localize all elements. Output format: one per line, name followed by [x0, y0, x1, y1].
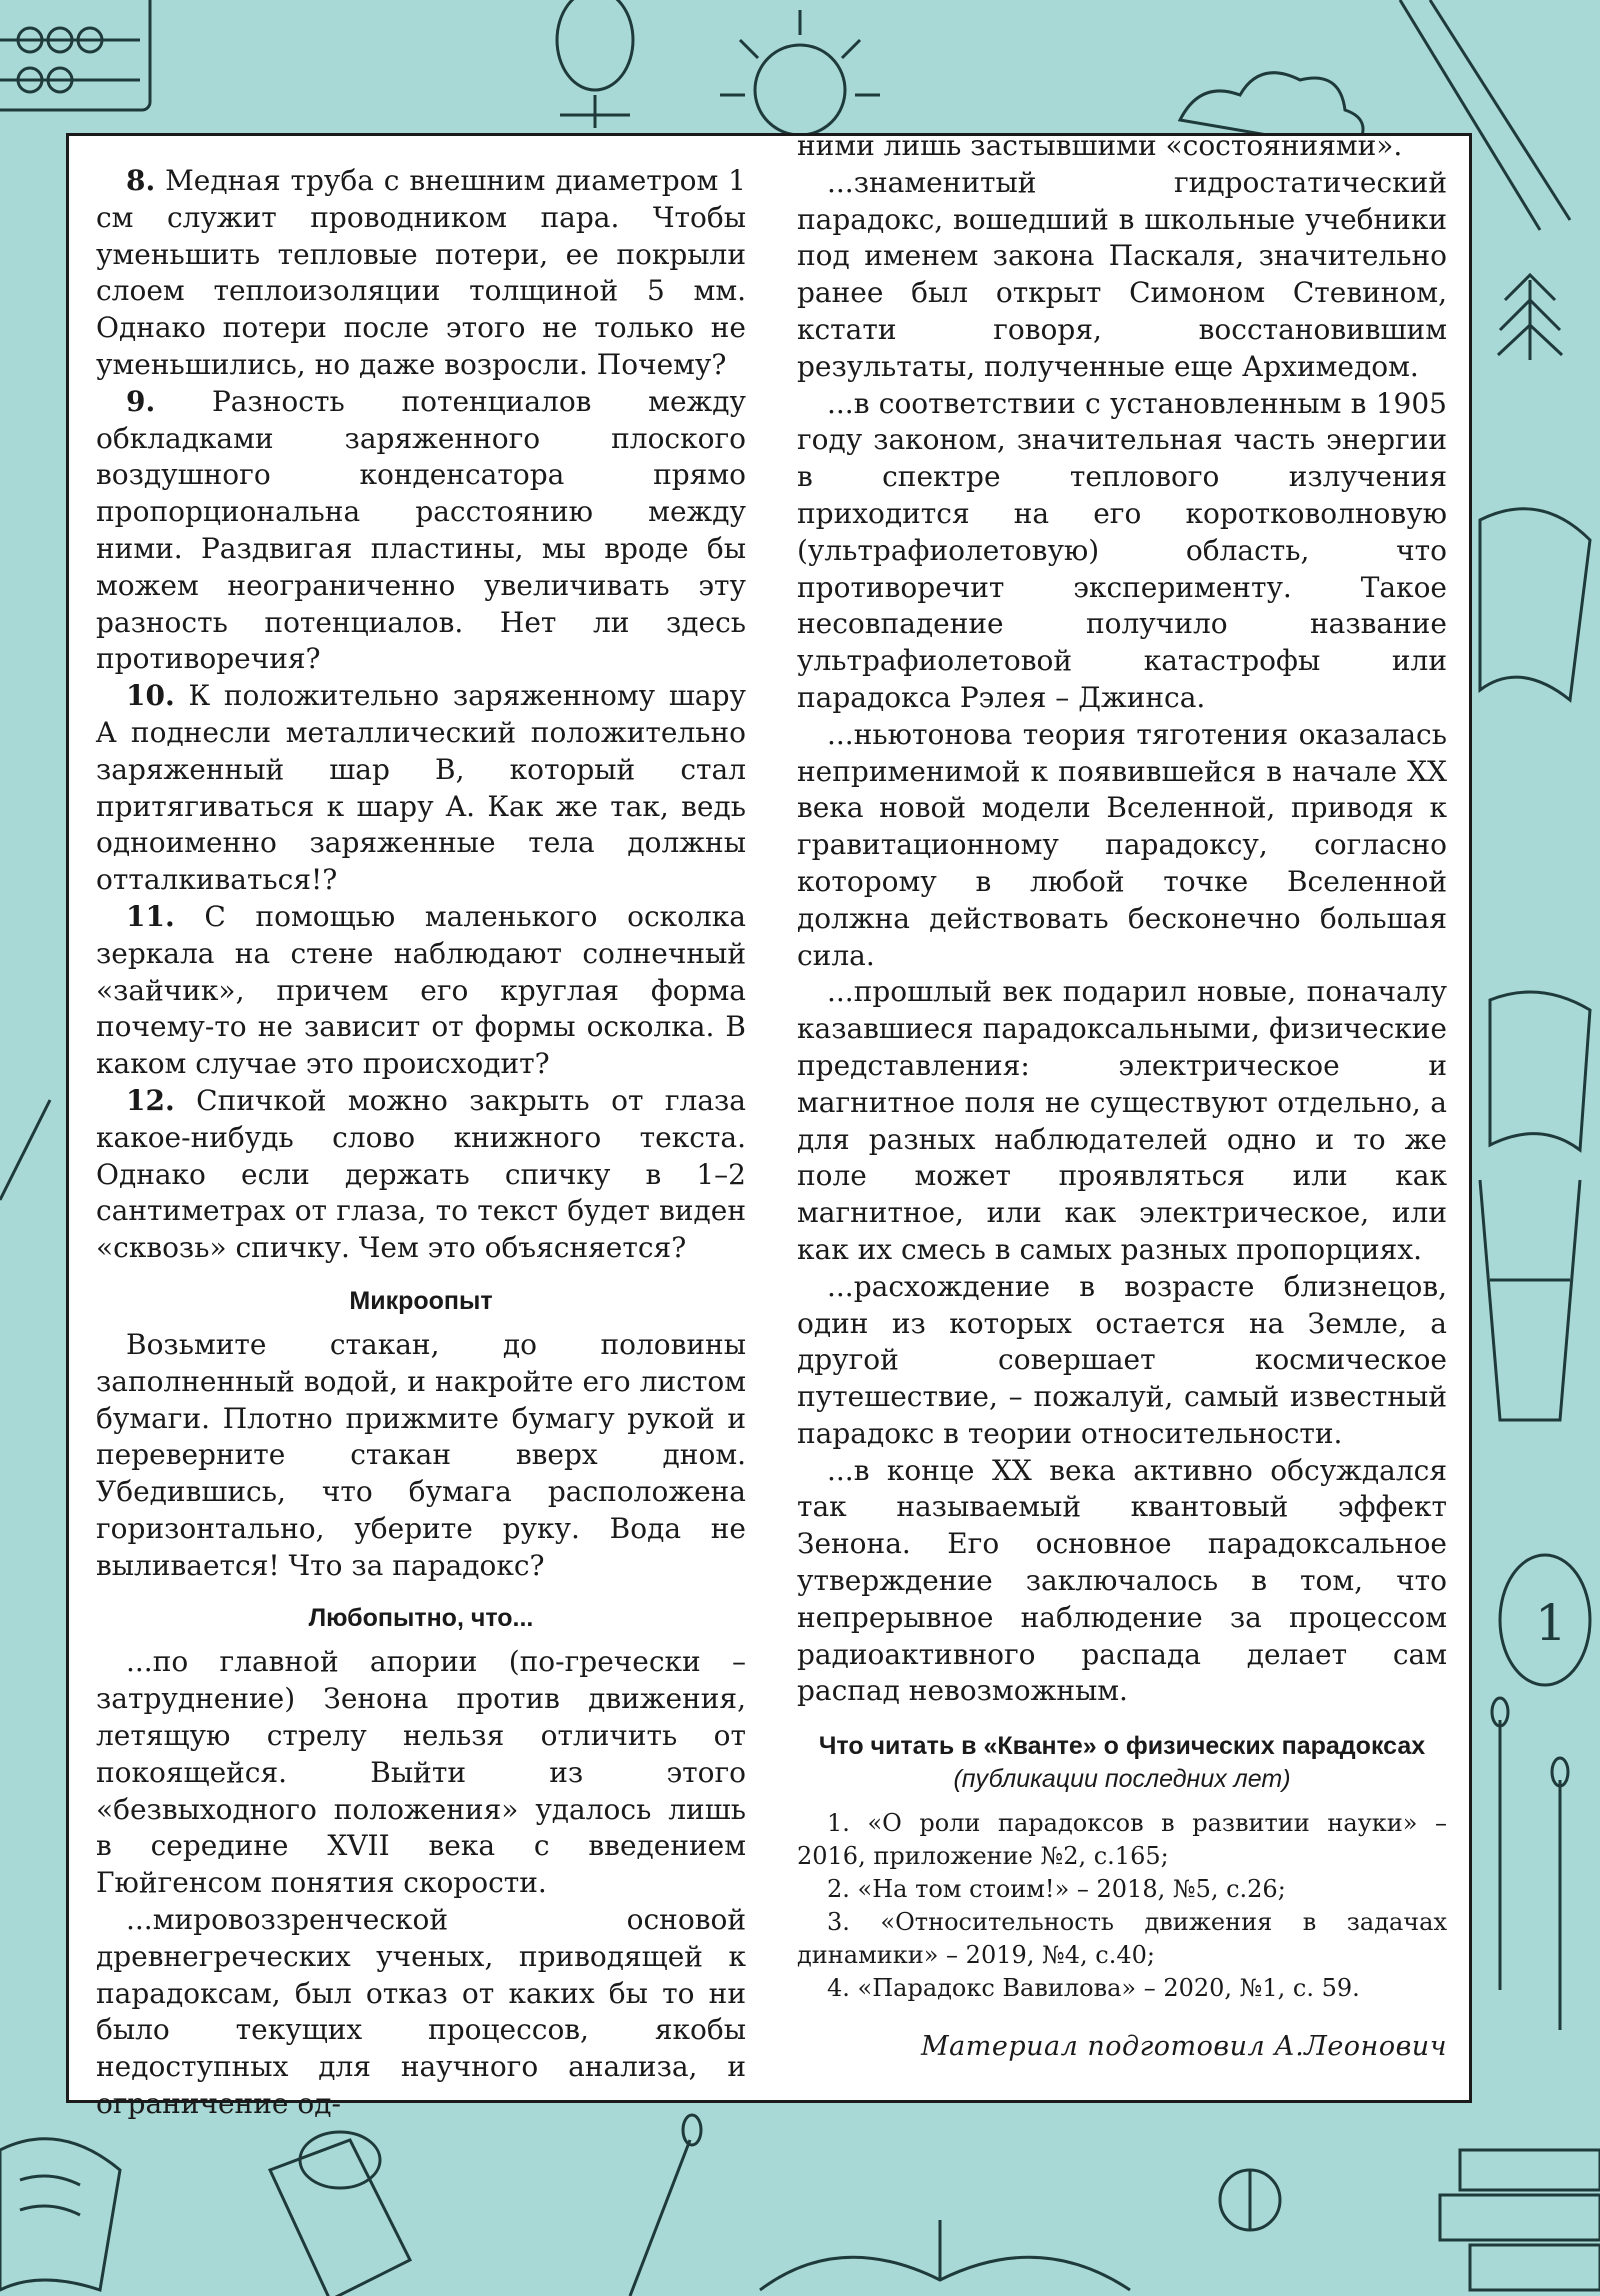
- continuation-text: ними лишь застывшими «состояниями».: [797, 129, 1403, 162]
- reference-item: 2. «На том стоим!» – 2018, №5, с.26;: [827, 1875, 1286, 1904]
- author-credit: Материал подготовил А.Леонович: [921, 2031, 1447, 2063]
- sun-icon: [720, 10, 880, 135]
- problem-12: 12. Спичкой можно закрыть от глаза какое-нибудь слово книжного текста. Однако если держать спичку в 1–2 сантиметрах от глаза, то текст будет виден «сквозь» спичку. Чем это объясняется?: [96, 1083, 747, 1265]
- micro-experiment-heading: Микроопыт: [349, 1286, 493, 1315]
- reference-item: 1. «О роли парадоксов в развитии науки» – 2016, приложение №2, с.165;: [797, 1809, 1447, 1871]
- scroll-icon: [1490, 992, 1590, 1150]
- curious-paragraph: ...ньютонова теория тяготения оказалась неприменимой к появившейся в начале XX века новой модели Вселенной, приводя к гравитационному парадоксу, согласно которому в любой точке Вселенной должна действовать бесконечно большая сила.: [797, 717, 1447, 972]
- tree-icon: [1498, 275, 1562, 360]
- curious-paragraph: ...по главной апории (по-гречески – затруднение) Зенона против движения, летящую стрелу нельзя отличить от покоящейся. Выйти из этого «безвыходного положения» удалось лишь в середине XVII века с введением Гюйгенсом понятия скорости.: [96, 1645, 746, 1900]
- right-column: [797, 128, 1447, 2066]
- scroll-icon: [1480, 509, 1590, 700]
- reference-item: 3. «Относительность движения в задачах динамики» – 2019, №4, с.40;: [797, 1908, 1447, 1970]
- abacus-icon: [0, 0, 150, 110]
- left-column: [96, 163, 746, 2123]
- books-icon: [1440, 2150, 1600, 2290]
- curious-paragraph: ...знаменитый гидростатический парадокс, вошедший в школьные учебники под именем закона Паскаля, значительно ранее был открыт Симоном Стевином, кстати говоря, восстановившим результаты, полученные еще Архимедом.: [797, 165, 1447, 383]
- curious-paragraph: ...в конце XX века активно обсуждался так называемый квантовый эффект Зенона. Его основное парадоксальное утверждение заключалось в том, что непрерывное наблюдение за процессом радиоактивного распада делает сам распад невозможным.: [797, 1453, 1447, 1708]
- curious-paragraph: ...расхождение в возрасте близнецов, один из которых остается на Земле, а другой совершает космическое путешествие, – пожалуй, самый известный парадокс в теории относительности.: [797, 1269, 1447, 1450]
- reading-subheading: (публикации последних лет): [953, 1765, 1291, 1794]
- pencil-icon: [0, 1100, 50, 1200]
- problem-8: 8. Медная труба с внешним диаметром 1 см служит проводником пара. Чтобы уменьшить тепловые потери, ее покрыли слоем теплоизоляции толщиной 5 мм. Однако потери после этого не только не уменьшились, но даже возросли. Почему?: [96, 164, 746, 381]
- glass-icon: [1480, 1180, 1580, 1420]
- curious-paragraph: ...мировоззренческой основой древнегреческих ученых, приводящей к парадоксам, был отказ от каких бы то ни было текущих процессов, якобы недоступных для научного анализа, и ограничение од-: [96, 1903, 746, 2121]
- curious-paragraph: ...прошлый век подарил новые, поначалу казавшиеся парадоксальными, физические представления: электрическое и магнитное поля не существуют отдельно, а для разных наблюдателей одно и то же поле может проявляться или как магнитное, или как электрическое, или как их смесь в самых разных пропорциях.: [797, 975, 1447, 1266]
- reading-heading: Что читать в «Кванте» о физических парадоксах: [818, 1732, 1426, 1761]
- coin-icon: [1500, 1555, 1590, 1685]
- problem-11: 11. С помощью маленького осколка зеркала на стене наблюдают солнечный «зайчик», причем его круглая форма почему-то не зависит от формы осколка. В каком случае это происходит?: [96, 899, 746, 1081]
- match-icon: [630, 2115, 701, 2296]
- article-panel: [66, 129, 1472, 2121]
- match-icon: [1492, 1698, 1568, 2030]
- open-book-icon: [760, 2220, 1130, 2290]
- flashlight-icon: [270, 2132, 410, 2296]
- curious-paragraph: ...в соответствии с установленным в 1905 году законом, значительная часть энергии в спектре теплового излучения приходится на его коротковолновую (ультрафиолетовую) область, что противоречит эксперименту. Такое несовпадение получило название ультрафиолетовой катастрофы или парадокса Рэлея – Джинса.: [797, 386, 1447, 714]
- curious-heading: Любопытно, что...: [308, 1604, 534, 1633]
- svg-text:1: 1: [1535, 1594, 1567, 1652]
- reference-item: 4. «Парадокс Вавилова» – 2020, №1, с. 59.: [827, 1974, 1360, 2003]
- problem-9: 9. Разность потенциалов между обкладками заряженного плоского воздушного конденсатора прямо пропорциональна расстоянию между ними. Раздвигая пластины, мы вроде бы можем неограниченно увеличивать эту разность потенциалов. Нет ли здесь противоречия?: [96, 384, 746, 676]
- lamp-icon: [557, 0, 633, 128]
- compass-icon: [1220, 2170, 1280, 2230]
- reference-list: [797, 1807, 1447, 2005]
- problem-10: 10. К положительно заряженному шару A поднесли металлический положительно заряженный шар B, который стал притягиваться к шару A. Как же так, ведь одноименно заряженные тела должны отталкиваться!?: [96, 679, 746, 897]
- paper-note-icon: [0, 2139, 120, 2290]
- micro-experiment-text: Возьмите стакан, до половины заполненный водой, и накройте его листом бумаги. Плотно прижмите бумагу рукой и переверните стакан вверх дном. Убедившись, что бумага расположена горизонтально, уберите руку. Вода не выливается! Что за парадокс?: [96, 1327, 746, 1582]
